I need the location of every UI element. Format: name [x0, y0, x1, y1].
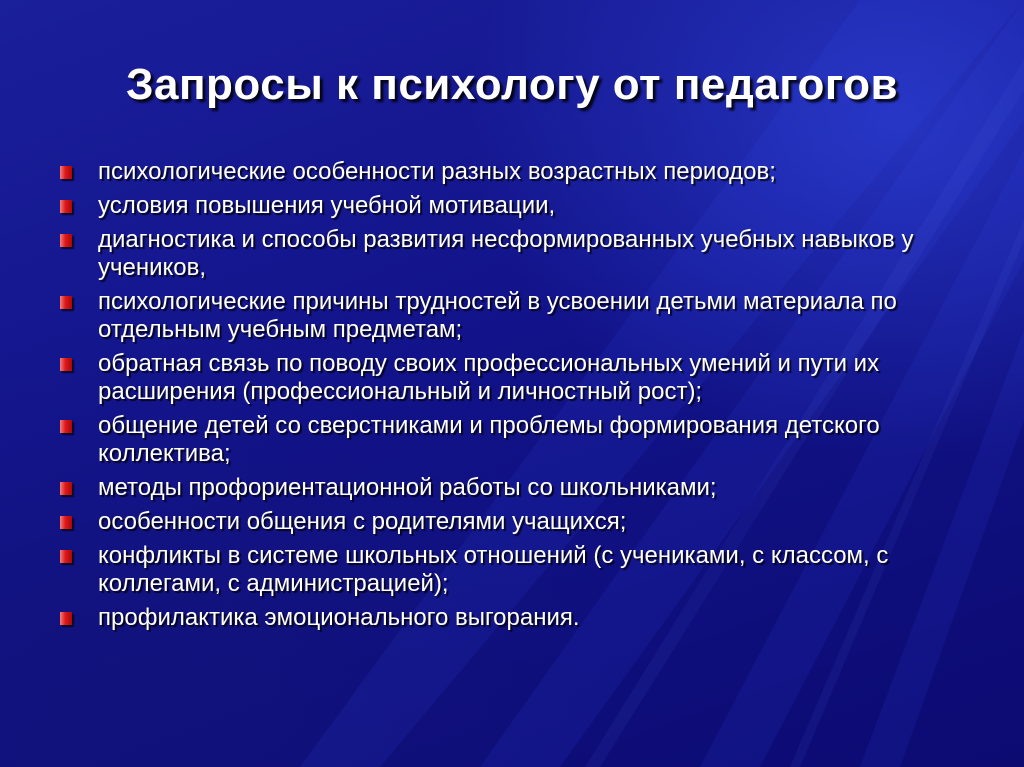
list-item-text: методы профориентационной работы со школьниками;	[98, 474, 717, 501]
list-item	[58, 288, 958, 344]
list-item-text: профилактика эмоционального выгорания.	[98, 604, 580, 631]
bullet-square-icon	[60, 166, 72, 179]
slide-title: Запросы к психологу от педагогов	[125, 60, 899, 109]
list-item-text: условия повышения учебной мотивации,	[98, 192, 556, 219]
bullet-square-icon	[60, 296, 72, 309]
list-item-text: психологические особенности разных возрастных периодов;	[98, 158, 776, 185]
bullet-square-icon	[60, 420, 72, 433]
list-item-text: диагностика и способы развития несформированных учебных навыков у учеников,	[98, 226, 914, 281]
list-item	[58, 412, 958, 468]
list-item	[58, 604, 958, 632]
list-item	[58, 158, 958, 186]
list-item	[58, 226, 958, 282]
list-item	[58, 508, 958, 536]
list-item	[58, 350, 958, 406]
bullet-square-icon	[60, 482, 72, 495]
list-item	[58, 474, 958, 502]
bullet-square-icon	[60, 234, 72, 247]
bullet-square-icon	[60, 550, 72, 563]
list-item-text: обратная связь по поводу своих профессиональных умений и пути их расширения (профессиональный и личностный рост);	[98, 350, 880, 405]
bullet-square-icon	[60, 516, 72, 529]
list-item	[58, 542, 958, 598]
list-item-text: особенности общения с родителями учащихся;	[98, 508, 627, 535]
bullet-square-icon	[60, 200, 72, 213]
list-item	[58, 192, 958, 220]
list-item-text: психологические причины трудностей в усвоении детьми материала по отдельным учебным предметам;	[98, 288, 897, 343]
list-item-text: конфликты в системе школьных отношений (с учениками, с классом, с коллегами, с администрацией);	[98, 542, 889, 597]
bullet-square-icon	[60, 358, 72, 371]
list-item-text: общение детей со сверстниками и проблемы формирования детского коллектива;	[98, 412, 880, 467]
bullet-square-icon	[60, 612, 72, 625]
bullet-list	[58, 158, 958, 638]
